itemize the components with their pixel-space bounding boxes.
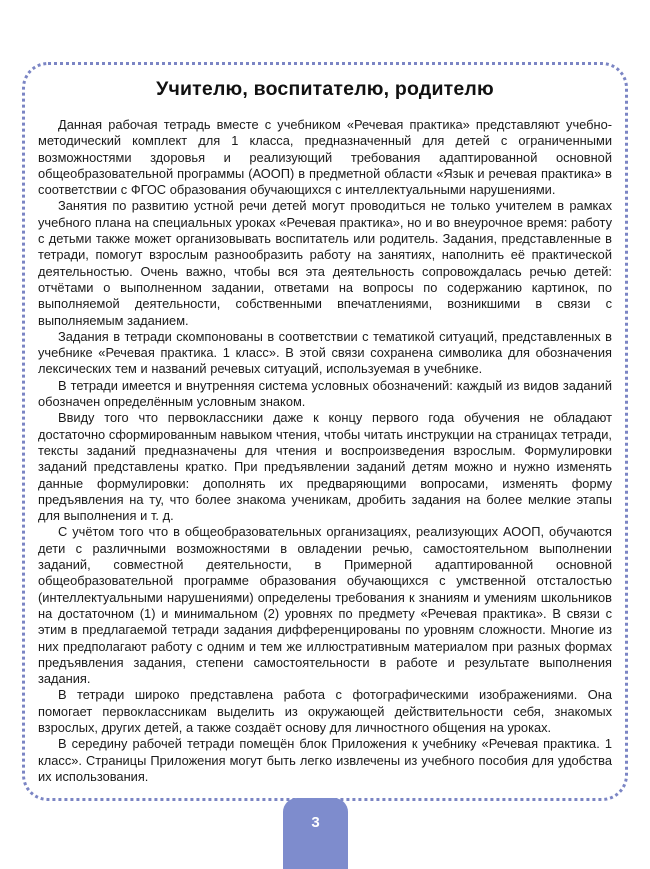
page-title: Учителю, воспитателю, родителю <box>156 78 494 100</box>
paragraph: В тетради имеется и внутренняя система условных обозначений: каждый из видов заданий обозначен определённым условным знаком. <box>38 377 612 410</box>
page-number: 3 <box>311 814 320 831</box>
document-content <box>38 78 612 785</box>
paragraph: Ввиду того что первоклассники даже к концу первого года обучения не обладают достаточно сформированным навыком чтения, чтобы читать инструкции на страницах тетради, тексты заданий предназначены для чтения и воспроизведения взрослым. Формулировки заданий представлены кратко. При предъявлении заданий детям можно и нужно изменять данные формулировки: дополнять их предваряющими вопросами, изменять форму предъявления на ту, что более знакома ученикам, дробить задания на более мелкие этапы для выполнения и т. д. <box>38 410 612 524</box>
paragraph: С учётом того что в общеобразовательных организациях, реализующих АООП, обучаются дети с различными возможностями в овладении речью, самостоятельном выполнении заданий, совместной деятельности, в Примерной адаптированной основной общеобразовательной программе образования обучающихся с умственной отсталостью (интеллектуальными нарушениями) определены требования к знаниям и умениям школьников на достаточном (1) и минимальном (2) уровнях по предмету «Речевая практика». В связи с этим в предлагаемой тетради задания дифференцированы по уровням сложности. Многие из них предполагают работу с одним и тем же иллюстративным материалом при разных формах предъявления задания, степени самостоятельности в работе и результате выполнения задания. <box>38 524 612 687</box>
paragraph: Занятия по развитию устной речи детей могут проводиться не только учителем в рамках учебного плана на специальных уроках «Речевая практика», но и во внеурочное время: работу с детьми также может организовывать воспитатель или родитель. Задания, представленные в тетради, помогут взрослым разнообразить работу на занятиях, наполнить её практической деятельностью. Очень важно, чтобы вся эта деятельность сопровождалась речью детей: отчётами о выполненном задании, ответами на вопросы по содержанию картинок, по выполняемой деятельности, собственными впечатлениями, возникшими в связи с выполняемым заданием. <box>38 198 612 328</box>
page-number-badge <box>283 798 348 869</box>
paragraph: В тетради широко представлена работа с фотографическими изображениями. Она помогает первоклассникам выделить из окружающей действительности себя, знакомых взрослых, других детей, а также создаёт основу для личностного общения на уроках. <box>38 687 612 735</box>
paragraph: Данная рабочая тетрадь вместе с учебником «Речевая практика» представляют учебно-методический комплект для 1 класса, предназначенный для детей с ограниченными возможностями здоровья и реализующий требования адаптированной основной общеобразовательной программы (АООП) в предметной области «Язык и речевая практика» в соответствии с ФГОС образования обучающихся с интеллектуальными нарушениями. <box>38 117 612 198</box>
paragraph: В середину рабочей тетради помещён блок Приложения к учебнику «Речевая практика. 1 класс». Страницы Приложения могут быть легко извлечены из учебного пособия для удобства их использования. <box>38 736 612 784</box>
paragraph: Задания в тетради скомпонованы в соответствии с тематикой ситуаций, представленных в учебнике «Речевая практика. 1 класс». В этой связи сохранена символика для обозначения лексических тем и названий речевых ситуаций, используемая в учебнике. <box>38 328 612 377</box>
